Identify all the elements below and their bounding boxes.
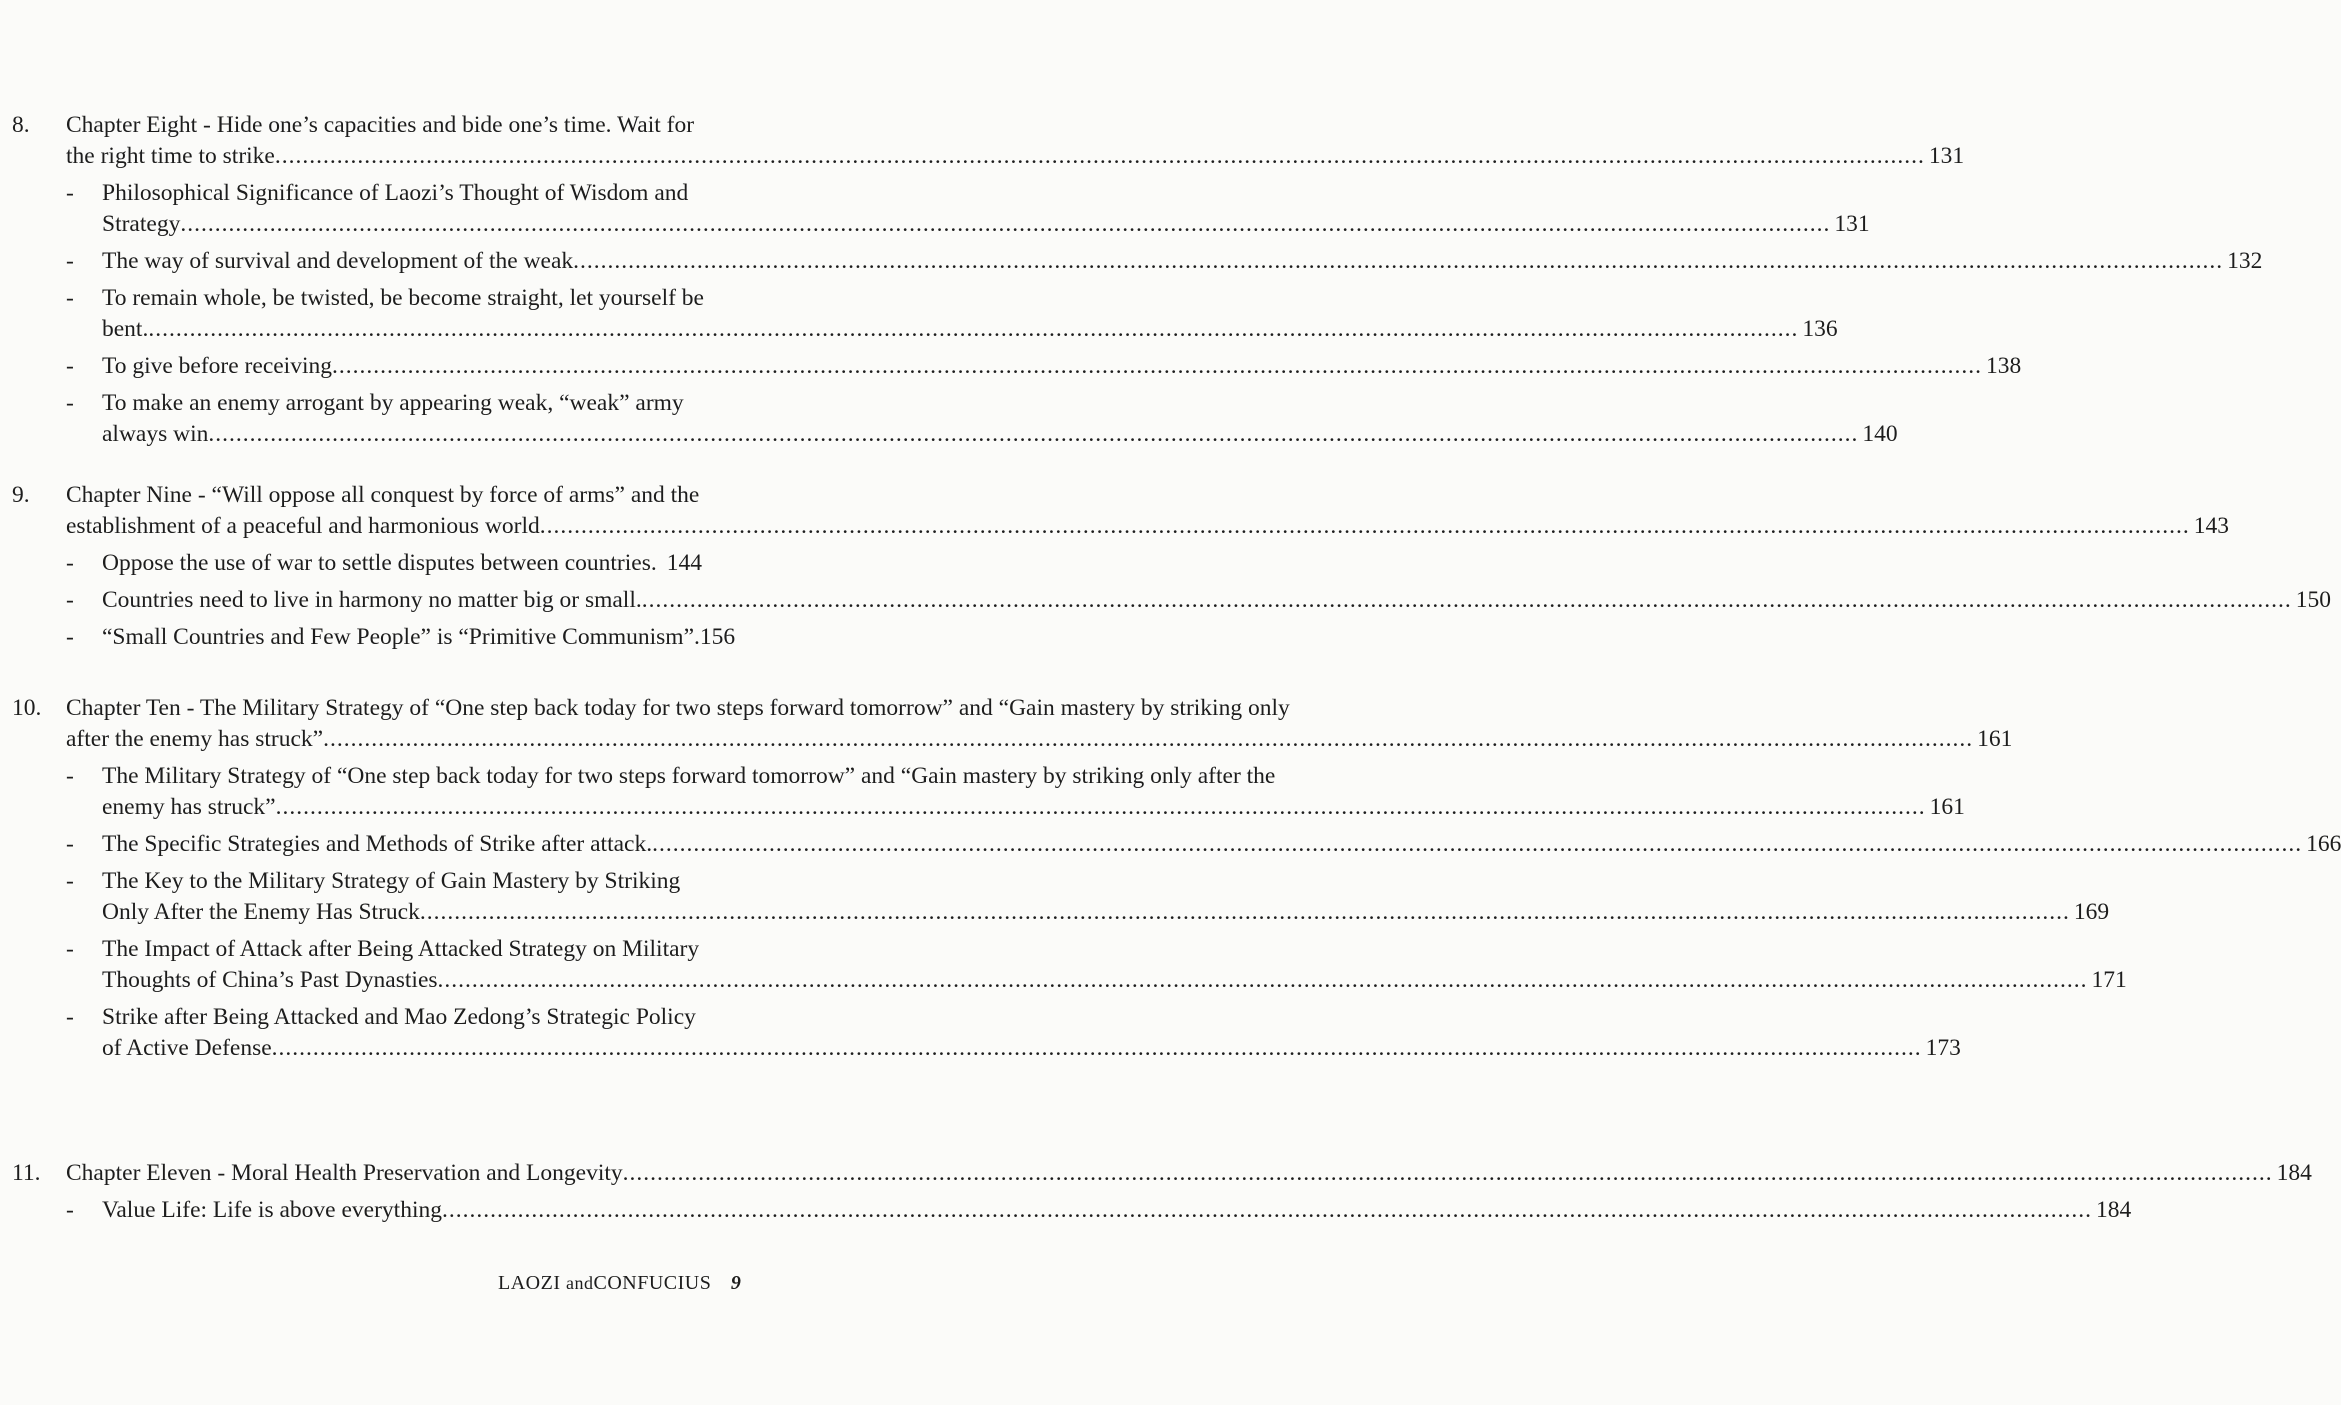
subentry-tail (102, 351, 2021, 382)
dot-leader (642, 585, 2292, 616)
dash-marker: - (66, 1197, 74, 1223)
subentry-title-end: Only After the Enemy Has Struck (102, 899, 420, 925)
dot-leader (276, 792, 1926, 823)
page-ref: 132 (2227, 248, 2263, 274)
dot-leader (275, 141, 1925, 172)
chapter-title: Chapter Nine - “Will oppose all conquest by force of arms” and the (66, 482, 700, 508)
subentry-title-end: Strategy (102, 211, 181, 237)
toc-subentry (66, 1195, 2132, 1226)
subentry-title: Philosophical Significance of Laozi’s Thought of Wisdom and (102, 180, 689, 206)
dot-leader (573, 246, 2223, 277)
page-ref: 144 (666, 550, 702, 576)
toc-subentry (66, 283, 1838, 345)
dot-leader (420, 897, 2070, 928)
page-ref: 131 (1834, 211, 1870, 237)
running-footer (498, 1268, 741, 1299)
subentry-tail (102, 1195, 2131, 1226)
dash-marker: - (66, 248, 74, 274)
dot-leader (442, 1195, 2092, 1226)
dash-marker: - (66, 868, 74, 894)
chapter-title-tail (66, 141, 1964, 172)
toc-subentry (66, 761, 1965, 823)
chapter-title: Chapter Ten - The Military Strategy of “One step back today for two steps forward tomorrow” and “Gain mastery by striking only (66, 695, 1290, 721)
chapter-title-end: the right time to strike (66, 143, 275, 169)
page-ref: 156 (699, 624, 736, 650)
dash-marker: - (66, 831, 74, 857)
subentry-tail (102, 792, 1965, 823)
toc-subentry (66, 622, 764, 653)
subentry-title: The Key to the Military Strategy of Gain Mastery by Striking (102, 868, 681, 894)
subentry-tail (102, 314, 1838, 345)
toc-chapter-9 (12, 480, 2331, 653)
subentry-tail (102, 897, 2109, 928)
page-ref: 143 (2193, 513, 2230, 539)
toc-subentry (66, 178, 1870, 240)
toc-chapter-11 (12, 1158, 2312, 1226)
toc-subentry (66, 1002, 1961, 1064)
book-title-and: and (565, 1273, 594, 1293)
toc-subentry (66, 866, 2110, 928)
page-ref: 171 (2091, 967, 2127, 993)
subentry-title-end: Oppose the use of war to settle disputes between countries. (102, 550, 657, 576)
dot-leader (438, 965, 2088, 996)
subentry-tail (102, 585, 2331, 616)
dot-leader (332, 351, 1982, 382)
chapter-title-end: Chapter Eleven - Moral Health Preservation and Longevity (66, 1160, 623, 1186)
dot-leader (623, 1158, 2273, 1189)
dash-marker: - (66, 180, 74, 206)
subentry-tail (102, 829, 2341, 860)
subentry-title-end: always win (102, 421, 209, 447)
dot-leader (272, 1033, 1922, 1064)
toc-subentry (66, 388, 1898, 450)
subentry-title-end: Value Life: Life is above everything (102, 1197, 442, 1223)
toc-subentry (66, 934, 2127, 996)
chapter-title-tail (66, 511, 2229, 542)
page-ref: 161 (1929, 794, 1965, 820)
subentry-title-end: enemy has struck” (102, 794, 276, 820)
dash-marker: - (66, 624, 74, 650)
subentry-title-end: of Active Defense (102, 1035, 272, 1061)
subentry-title: Strike after Being Attacked and Mao Zedong’s Strategic Policy (102, 1004, 696, 1030)
toc-subentry (66, 585, 2331, 616)
dash-marker: - (66, 390, 74, 416)
page-ref: 161 (1977, 726, 2013, 752)
dash-marker: - (66, 550, 74, 576)
page-number: 9 (730, 1272, 742, 1294)
page-ref: 140 (1862, 421, 1898, 447)
subentry-tail (102, 209, 1870, 240)
dash-marker: - (66, 353, 74, 379)
subentry-tail (102, 246, 2262, 277)
subentry-title-end: To give before receiving (102, 353, 332, 379)
dash-marker: - (66, 587, 74, 613)
dash-marker: - (66, 763, 74, 789)
page-ref: 184 (2095, 1197, 2132, 1223)
chapter-number: 11. (12, 1160, 41, 1186)
page-ref: 138 (1986, 353, 2022, 379)
chapter-title-tail (66, 724, 2012, 755)
toc-subentry (66, 351, 2022, 382)
dot-leader (652, 829, 2302, 860)
page-ref: 173 (1925, 1035, 1961, 1061)
subentry-title: The Military Strategy of “One step back today for two steps forward tomorrow” and “Gain mastery by striking only after the (102, 763, 1276, 789)
page-ref: 131 (1928, 143, 1965, 169)
chapter-number: 10. (12, 695, 42, 721)
page-ref: 150 (2295, 587, 2331, 613)
toc-subentry (66, 548, 764, 579)
toc-subentry (66, 246, 2263, 277)
subentry-title-end: The way of survival and development of the weak (102, 248, 574, 274)
chapter-title: Chapter Eight - Hide one’s capacities and bide one’s time. Wait for (66, 112, 695, 138)
page-ref: 169 (2073, 899, 2110, 925)
subentry-tail (102, 419, 1898, 450)
chapter-title-end: after the enemy has struck” (66, 726, 324, 752)
subentry-tail (102, 1033, 1961, 1064)
page-ref: 184 (2276, 1160, 2312, 1186)
subentry-tail (102, 622, 764, 653)
dot-leader (540, 511, 2190, 542)
chapter-number: 8. (12, 112, 30, 138)
chapter-title-end: establishment of a peaceful and harmonious world (66, 513, 540, 539)
toc-chapter-10 (12, 693, 2341, 1064)
subentry-title: To remain whole, be twisted, be become straight, let yourself be (102, 285, 704, 311)
subentry-title-end: bent. (102, 316, 149, 342)
book-title-part-a: LAOZI (498, 1272, 561, 1294)
dot-leader (180, 209, 1830, 240)
subentry-title: To make an enemy arrogant by appearing weak, “weak” army (102, 390, 684, 416)
dot-leader (323, 724, 1973, 755)
subentry-title-end: The Specific Strategies and Methods of Strike after attack. (102, 831, 653, 857)
dash-marker: - (66, 285, 74, 311)
page-ref: 166 (2306, 831, 2341, 857)
subentry-tail (102, 965, 2127, 996)
subentry-title: The Impact of Attack after Being Attacked Strategy on Military (102, 936, 700, 962)
chapter-number: 9. (12, 482, 30, 508)
dot-leader (208, 419, 1858, 450)
page-ref: 136 (1802, 316, 1838, 342)
dash-marker: - (66, 936, 74, 962)
chapter-title-tail (66, 1158, 2312, 1189)
dash-marker: - (66, 1004, 74, 1030)
subentry-title-end: Thoughts of China’s Past Dynasties (102, 967, 438, 993)
toc-chapter-8 (12, 110, 2263, 450)
subentry-title-end: “Small Countries and Few People” is “Primitive Communism”. (102, 624, 700, 650)
subentry-title-end: Countries need to live in harmony no matter big or small. (102, 587, 642, 613)
dot-leader (148, 314, 1798, 345)
subentry-tail (102, 548, 764, 579)
toc-subentry (66, 829, 2341, 860)
book-title-part-b: CONFUCIUS (593, 1272, 712, 1294)
